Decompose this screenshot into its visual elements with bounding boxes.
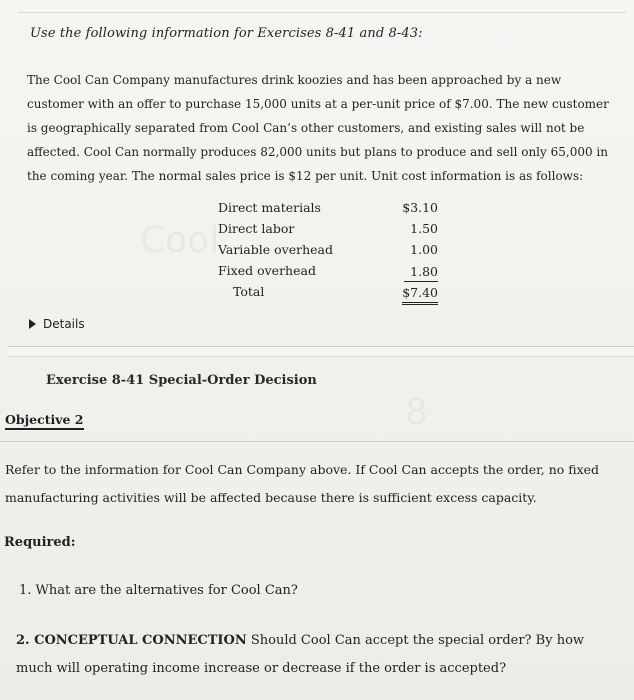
cost-row-direct-materials (218, 200, 448, 221)
fixed-overhead-label: Fixed overhead (218, 263, 316, 278)
question-2-text: Should Cool Can accept the special order? By how much will operating income increase or decrease if the order is accepted? (16, 633, 585, 676)
details-toggle[interactable] (29, 317, 85, 331)
direct-materials-value: $3.10 (402, 200, 438, 215)
cost-row-direct-labor (218, 221, 448, 242)
exercise-instructions: Refer to the information for Cool Can Company above. If Cool Can accepts the order, no fixed manufacturing activities will be affected because there is sufficient excess capacity. (5, 462, 600, 505)
unit-cost-table (218, 200, 448, 305)
question-2-prefix: 2. CONCEPTUAL CONNECTION (16, 633, 247, 648)
question-2 (16, 627, 621, 683)
top-page-rule (18, 12, 626, 13)
direct-materials-label: Direct materials (218, 200, 321, 215)
objective-separator (0, 441, 634, 442)
fixed-overhead-value: 1.80 (404, 263, 438, 282)
direct-labor-label: Direct labor (218, 221, 295, 236)
exercise-title: Exercise 8-41 Special-Order Decision (46, 373, 317, 388)
direct-labor-value: 1.50 (410, 221, 438, 236)
caret-right-icon (29, 319, 36, 329)
variable-overhead-value: 1.00 (410, 242, 438, 257)
required-heading: Required: (4, 535, 76, 550)
objective-label: Objective 2 (5, 412, 84, 430)
cost-row-fixed-overhead (218, 263, 448, 284)
cost-row-variable-overhead (218, 242, 448, 263)
exercise-reference-heading: Use the following information for Exercises 8-41 and 8-43: (30, 26, 423, 41)
background-watermark-2: 8 (405, 392, 428, 433)
cost-row-total (218, 284, 448, 305)
question-1: 1. What are the alternatives for Cool Can? (19, 583, 298, 598)
variable-overhead-label: Variable overhead (218, 242, 333, 257)
total-value: $7.40 (402, 284, 438, 305)
section-divider (8, 346, 634, 357)
company-information-paragraph: The Cool Can Company manufactures drink koozies and has been approached by a new customer with an offer to purchase 15,000 units at a per-unit price of $7.00. The new customer is geographically separated from Cool Can’s other customers, and existing sales will not be affected. Cool Can normally produces 82,000 units but plans to produce and sell only 65,000 in the coming year. The normal sales price is $12 per unit. Unit cost information is as follows: (27, 73, 609, 183)
details-label: Details (43, 317, 85, 331)
background-watermark-1: Cool (140, 220, 220, 261)
total-label: Total (233, 284, 265, 299)
